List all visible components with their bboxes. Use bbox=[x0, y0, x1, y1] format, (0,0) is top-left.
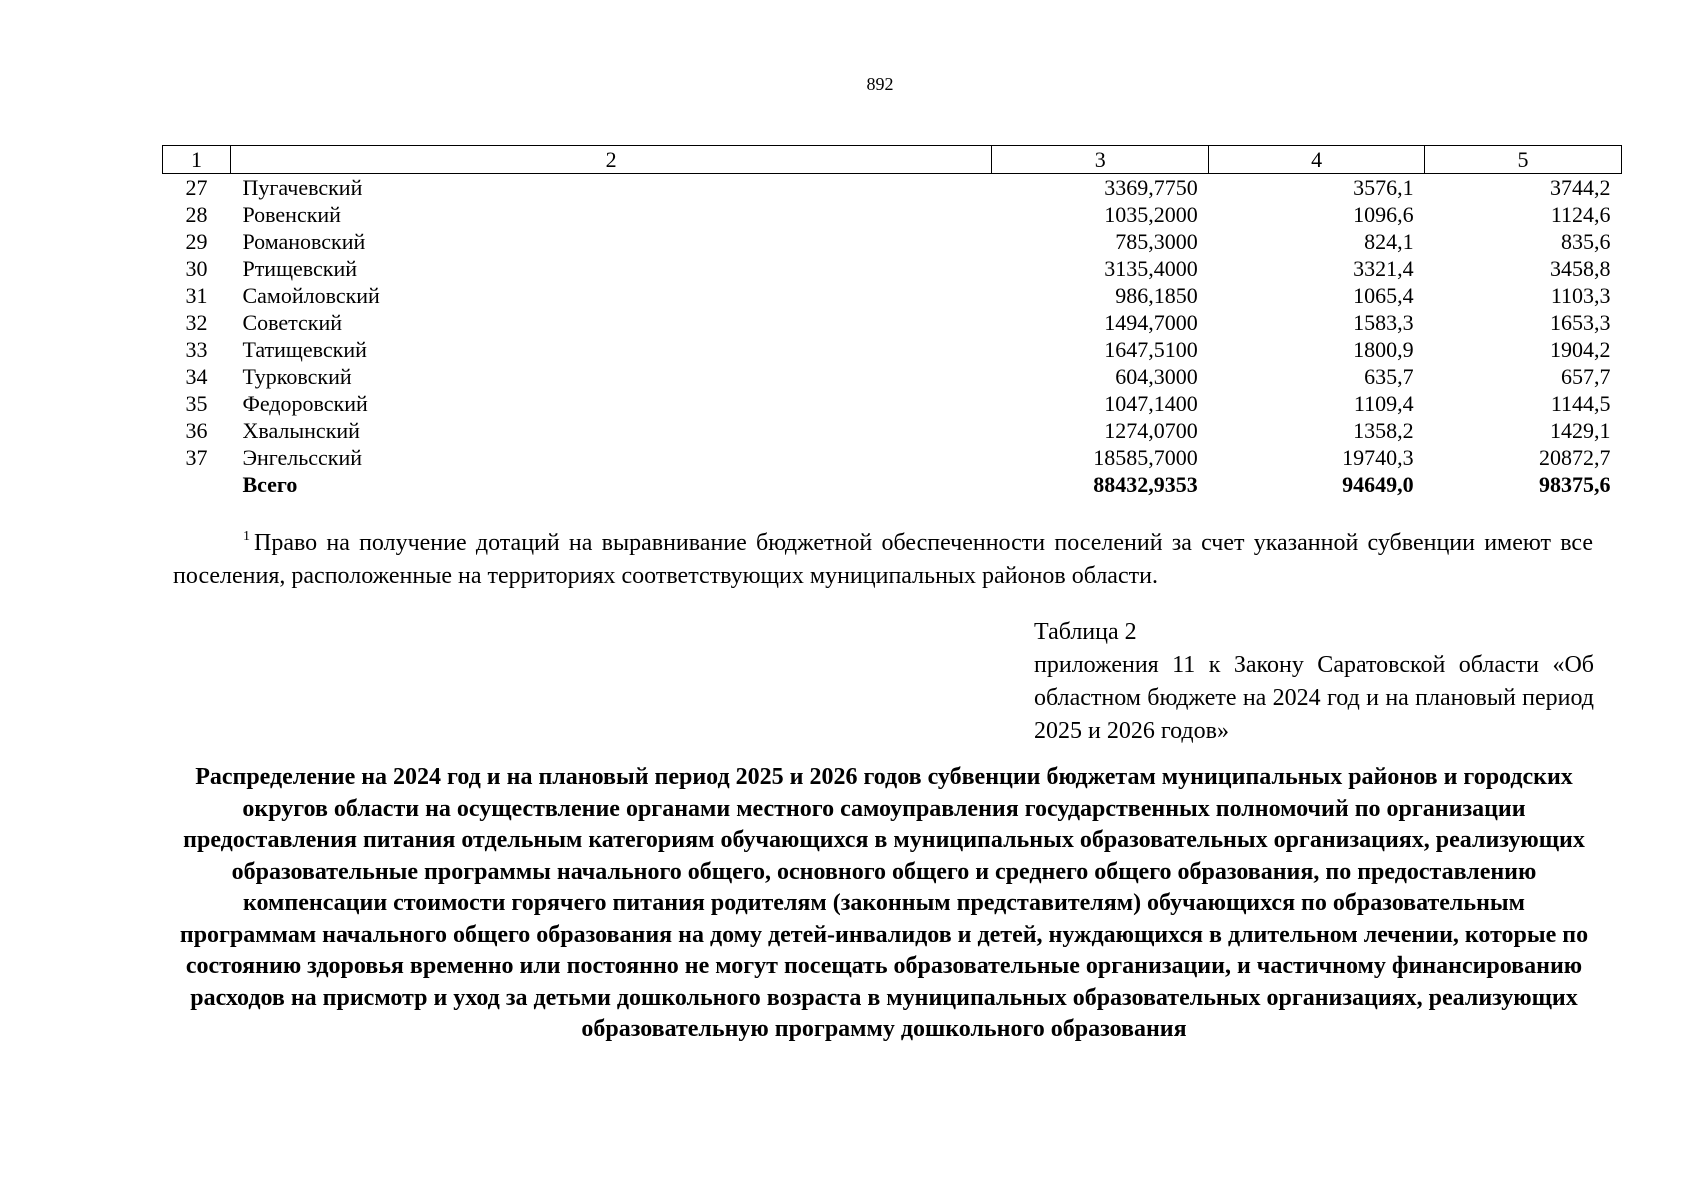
row-number: 37 bbox=[185, 445, 208, 470]
column-header-1: 1 bbox=[163, 146, 231, 174]
table-row bbox=[163, 255, 1622, 282]
district-name: Ровенский bbox=[242, 202, 341, 227]
value-2026: 1103,3 bbox=[1550, 283, 1611, 308]
value-2026: 3744,2 bbox=[1550, 175, 1611, 200]
district-name: Советский bbox=[242, 310, 343, 335]
column-header-4: 4 bbox=[1209, 146, 1425, 174]
column-header-3: 3 bbox=[992, 146, 1209, 174]
table-caption bbox=[1034, 616, 1594, 748]
table-row bbox=[163, 444, 1622, 471]
table-row bbox=[163, 228, 1622, 255]
value-2026: 835,6 bbox=[1561, 229, 1611, 254]
table-header bbox=[163, 146, 1622, 174]
value-2024: 18585,7000 bbox=[1093, 445, 1198, 470]
district-name: Пугачевский bbox=[242, 175, 363, 200]
column-header-5: 5 bbox=[1425, 146, 1622, 174]
footnote bbox=[173, 520, 1593, 593]
subvention-table bbox=[162, 145, 1622, 498]
value-2026: 20872,7 bbox=[1539, 445, 1611, 470]
document-heading: Распределение на 2024 год и на плановый период 2025 и 2026 годов субвенции бюджетам муниципальных районов и городских округов области на осуществление органами местного самоуправления государственных полномочий по организации предоставления питания отдельным категориям обучающихся в муниципальных образовательных организациях, реализующих образовательные программы начального общего, основного общего и среднего общего образования, по предоставлению компенсации стоимости горячего питания родителям (законным представителям) обучающихся по образовательным программам начального общего образования на дому детей-инвалидов и детей, нуждающихся в длительном лечении, которые по состоянию здоровья временно или постоянно не могут посещать образовательные организации, и частичному финансированию расходов на присмотр и уход за детьми дошкольного возраста в муниципальных образовательных организациях, реализующих образовательную программу дошкольного образования bbox=[179, 764, 1589, 1042]
district-name: Романовский bbox=[242, 229, 366, 254]
value-2025: 1096,6 bbox=[1353, 202, 1414, 227]
district-name: Федоровский bbox=[242, 391, 368, 416]
value-2026: 657,7 bbox=[1561, 364, 1611, 389]
value-2025: 19740,3 bbox=[1342, 445, 1414, 470]
value-2026: 1124,6 bbox=[1550, 202, 1611, 227]
value-2025: 1109,4 bbox=[1353, 391, 1414, 416]
value-2024: 785,3000 bbox=[1115, 229, 1198, 254]
value-2026: 98375,6 bbox=[1539, 472, 1611, 497]
table-row bbox=[163, 174, 1622, 202]
value-2024: 3369,7750 bbox=[1104, 175, 1198, 200]
district-name: Самойловский bbox=[242, 283, 380, 308]
row-number: 29 bbox=[185, 229, 208, 254]
value-2025: 1583,3 bbox=[1353, 310, 1414, 335]
value-2024: 1035,2000 bbox=[1104, 202, 1198, 227]
value-2024: 1494,7000 bbox=[1104, 310, 1198, 335]
value-2025: 94649,0 bbox=[1342, 472, 1414, 497]
value-2026: 1653,3 bbox=[1550, 310, 1611, 335]
row-number bbox=[163, 471, 231, 498]
row-number: 31 bbox=[185, 283, 208, 308]
row-number: 33 bbox=[185, 337, 208, 362]
table-total-row bbox=[163, 471, 1622, 498]
value-2024: 1047,1400 bbox=[1104, 391, 1198, 416]
table-header-row bbox=[163, 146, 1622, 174]
value-2026: 1904,2 bbox=[1550, 337, 1611, 362]
page-number: 892 bbox=[866, 74, 894, 94]
value-2024: 3135,4000 bbox=[1104, 256, 1198, 281]
table-row bbox=[163, 336, 1622, 363]
row-number: 34 bbox=[185, 364, 208, 389]
table-row bbox=[163, 309, 1622, 336]
row-number: 36 bbox=[185, 418, 208, 443]
value-2024: 604,3000 bbox=[1115, 364, 1198, 389]
district-name: Хвалынский bbox=[242, 418, 360, 443]
district-name: Энгельсский bbox=[242, 445, 363, 470]
row-number: 28 bbox=[185, 202, 208, 227]
table-body bbox=[163, 174, 1622, 499]
value-2024: 1274,0700 bbox=[1104, 418, 1198, 443]
value-2025: 1800,9 bbox=[1353, 337, 1414, 362]
row-number: 30 bbox=[185, 256, 208, 281]
table-caption-title: Таблица 2 bbox=[1034, 619, 1137, 645]
row-number: 35 bbox=[185, 391, 208, 416]
value-2025: 824,1 bbox=[1364, 229, 1414, 254]
value-2025: 1358,2 bbox=[1353, 418, 1414, 443]
subvention-table-container bbox=[162, 145, 1622, 498]
footnote-marker: 1 bbox=[243, 529, 250, 544]
footnote-text: Право на получение дотаций на выравнивание бюджетной обеспеченности поселений за счет указанной субвенции имеют все поселения, расположенные на территориях соответствующих муниципальных районов области. bbox=[173, 530, 1593, 589]
value-2024: 986,1850 bbox=[1115, 283, 1198, 308]
value-2025: 1065,4 bbox=[1353, 283, 1414, 308]
value-2024: 88432,9353 bbox=[1093, 472, 1198, 497]
table-row bbox=[163, 201, 1622, 228]
district-name: Ртищевский bbox=[242, 256, 358, 281]
table-caption-reference: приложения 11 к Закону Саратовской области «Об областном бюджете на 2024 год и на плановый период 2025 и 2026 годов» bbox=[1034, 652, 1594, 744]
row-number: 32 bbox=[185, 310, 208, 335]
value-2026: 1429,1 bbox=[1550, 418, 1611, 443]
district-name: Турковский bbox=[242, 364, 352, 389]
value-2026: 1144,5 bbox=[1550, 391, 1611, 416]
table-row bbox=[163, 417, 1622, 444]
value-2026: 3458,8 bbox=[1550, 256, 1611, 281]
district-name: Татищевский bbox=[242, 337, 367, 362]
table-row bbox=[163, 363, 1622, 390]
district-name: Всего bbox=[242, 472, 298, 497]
column-header-2: 2 bbox=[230, 146, 991, 174]
value-2025: 635,7 bbox=[1364, 364, 1414, 389]
table-row bbox=[163, 282, 1622, 309]
value-2025: 3576,1 bbox=[1353, 175, 1414, 200]
value-2025: 3321,4 bbox=[1353, 256, 1414, 281]
value-2024: 1647,5100 bbox=[1104, 337, 1198, 362]
table-row bbox=[163, 390, 1622, 417]
row-number: 27 bbox=[185, 175, 208, 200]
